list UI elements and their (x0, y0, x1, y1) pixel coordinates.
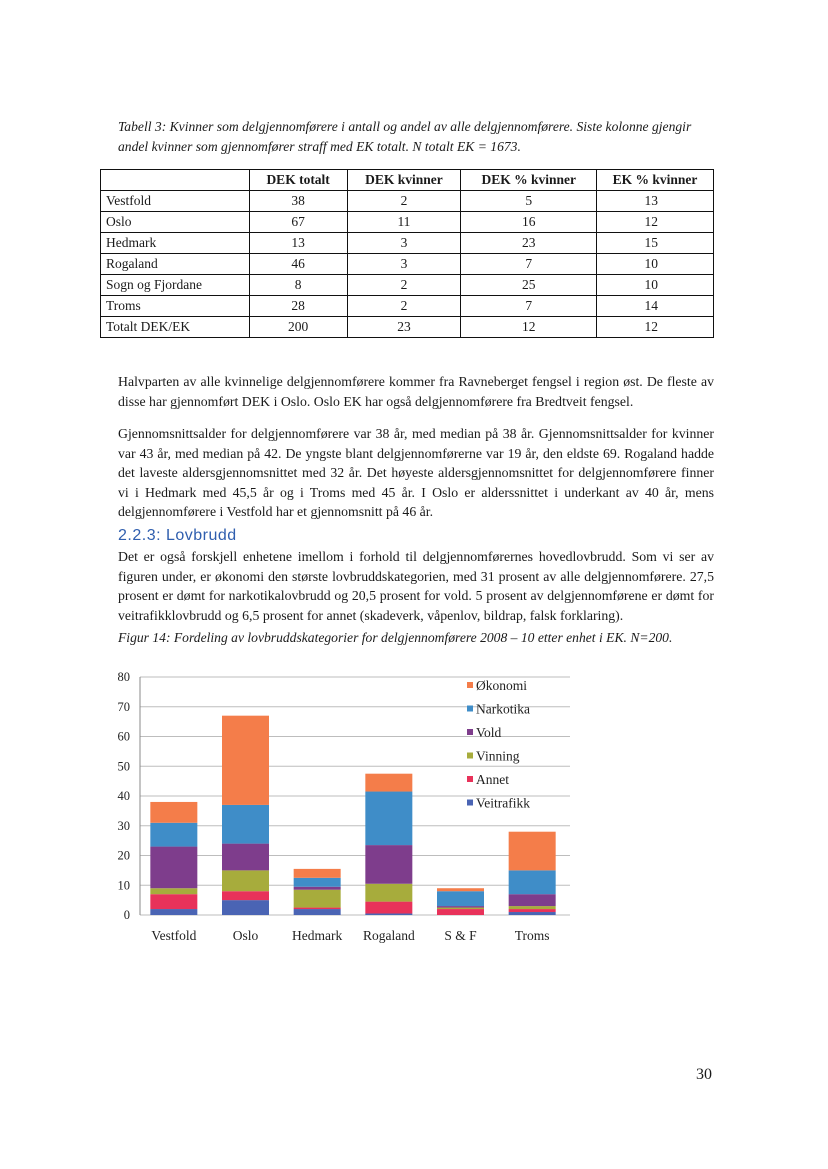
table-total-row (101, 317, 714, 338)
bar-segment (150, 823, 197, 847)
bar-segment (222, 891, 269, 900)
table-header-cell (101, 170, 250, 191)
stacked-bar-chart (100, 660, 580, 950)
table-cell: 200 (249, 317, 347, 338)
table-header-cell: EK % kvinner (597, 170, 714, 191)
table-header-cell: DEK kvinner (347, 170, 461, 191)
bar-segment (222, 716, 269, 805)
bar-segment (365, 792, 412, 846)
bar-segment (150, 847, 197, 889)
table-cell: 10 (597, 254, 714, 275)
table-header-cell: DEK % kvinner (461, 170, 597, 191)
bar-segment (365, 902, 412, 914)
bar-segment (437, 891, 484, 906)
table-cell: 10 (597, 275, 714, 296)
figure-caption: Figur 14: Fordeling av lovbruddskategorier for delgjennomførere 2008 – 10 etter enhet i EK. N=200. (118, 630, 673, 645)
bar-segment (222, 844, 269, 871)
x-tick-label: Rogaland (362, 928, 415, 943)
table-cell: 3 (347, 254, 461, 275)
table-cell: 12 (597, 317, 714, 338)
bar-segment (150, 802, 197, 823)
bar-segment (509, 894, 556, 906)
table-row (101, 296, 714, 317)
legend-swatch (467, 682, 473, 688)
page-number: 30 (696, 1066, 712, 1083)
legend-label: Veitrafikk (476, 795, 530, 811)
table-cell: 12 (461, 317, 597, 338)
table-cell: 8 (249, 275, 347, 296)
bar-segment (509, 870, 556, 894)
table-cell: 3 (347, 233, 461, 254)
table-cell: 13 (249, 233, 347, 254)
table-cell: Hedmark (101, 233, 250, 254)
table-cell: Totalt DEK/EK (101, 317, 250, 338)
table-cell: 2 (347, 296, 461, 317)
bar-segment (222, 805, 269, 844)
bar-segment (437, 909, 484, 915)
table-cell: 67 (249, 212, 347, 233)
y-tick-label: 50 (117, 759, 130, 774)
bar-segment (509, 912, 556, 915)
y-tick-label: 70 (117, 699, 130, 714)
table-cell: 23 (347, 317, 461, 338)
x-tick-label: Hedmark (292, 928, 343, 943)
bar-segment (509, 832, 556, 871)
table-cell: Troms (101, 296, 250, 317)
legend-label: Vold (476, 725, 502, 740)
y-tick-label: 30 (117, 818, 130, 833)
bar-segment (437, 906, 484, 907)
bar-segment (222, 900, 269, 915)
y-tick-label: 80 (117, 670, 130, 684)
bar-segment (437, 888, 484, 891)
bar-segment (294, 890, 341, 908)
legend-swatch (467, 800, 473, 806)
table-cell: 2 (347, 275, 461, 296)
legend-label: Vinning (476, 748, 520, 764)
paragraph-age: Gjennomsnittsalder for delgjennomførere var 38 år, med median på 38 år. Gjennomsnittsalder for kvinner var 43 år, med median på 42. De yngste blant delgjennomførerne var 19 år, den eldste 69. Rogaland hadde det laveste aldersgjennomsnittet med 32 år. Det høyeste aldersgjennomsnittet for delgjennomførere finner vi i Hedmark med 45,5 år og i Troms med 45 år. I Oslo er alderssnittet i underkant av 40 år, mens delgjennomførere i Vestfold har et gjennomsnitt på 46 år. (118, 426, 714, 519)
bar-segment (150, 894, 197, 909)
x-tick-label: Vestfold (151, 928, 197, 943)
table-cell: 12 (597, 212, 714, 233)
y-tick-label: 40 (117, 789, 130, 803)
paragraph-offences: Det er også forskjell enhetene imellom i forhold til delgjennomførernes hovedlovbrudd. Som vi ser av figuren under, er økonomi den største lovbruddskategorien, med 31 prosent av alle delgjennomførere. 27,5 prosent er dømt for narkotikalovbrudd og 20,5 prosent for vold. 5 prosent av delgjennomførene er dømt for veitrafikklovbrudd og 6,5 prosent for annet (skadeverk, våpenlov, bildrap, falsk forklaring). (118, 549, 714, 623)
table-cell: 2 (347, 191, 461, 212)
legend-swatch (467, 706, 473, 712)
bar-segment (365, 884, 412, 902)
table-row (101, 275, 714, 296)
bar-segment (294, 887, 341, 890)
bar-segment (294, 878, 341, 887)
bar-segment (294, 869, 341, 878)
table-cell: 23 (461, 233, 597, 254)
table-cell: Oslo (101, 212, 250, 233)
bar-segment (365, 774, 412, 792)
bar-segment (365, 914, 412, 915)
table-header-cell: DEK totalt (249, 170, 347, 191)
table-cell: 25 (461, 275, 597, 296)
table-cell: 15 (597, 233, 714, 254)
table-caption: Tabell 3: Kvinner som delgjennomførere i antall og andel av alle delgjennomførere. Siste kolonne gjengir andel kvinner som gjennomfører straff med EK totalt. N totalt EK = 1673. (118, 119, 692, 154)
bar-segment (509, 909, 556, 912)
y-tick-label: 10 (117, 878, 130, 893)
y-tick-label: 0 (123, 908, 130, 922)
table-cell: 16 (461, 212, 597, 233)
table-cell: 28 (249, 296, 347, 317)
table-header-row (101, 170, 714, 191)
table-cell: 5 (461, 191, 597, 212)
table-cell: 11 (347, 212, 461, 233)
y-tick-label: 20 (117, 848, 130, 863)
legend-label: Annet (476, 772, 509, 787)
legend-label: Narkotika (476, 701, 530, 717)
legend-label: Økonomi (476, 678, 528, 693)
bar-segment (150, 888, 197, 894)
table-row (101, 212, 714, 233)
bar-segment (509, 906, 556, 909)
x-tick-label: S & F (444, 928, 477, 943)
table-cell: 7 (461, 296, 597, 317)
table-cell: 46 (249, 254, 347, 275)
table-cell: 38 (249, 191, 347, 212)
bar-segment (222, 870, 269, 891)
table-row (101, 191, 714, 212)
women-table (100, 169, 714, 338)
x-tick-label: Oslo (232, 928, 259, 943)
bar-segment (437, 908, 484, 909)
section-heading: 2.2.3: Lovbrudd (118, 527, 237, 544)
bar-segment (150, 909, 197, 915)
table-cell: Vestfold (101, 191, 250, 212)
legend-swatch (467, 776, 473, 782)
paragraph-origin: Halvparten av alle kvinnelige delgjennomførere kommer fra Ravneberget fengsel i region øst. De fleste av disse har gjennomført DEK i Oslo. Oslo EK har også delgjennomførere fra Bredtveit fengsel. (118, 374, 714, 409)
table-row (101, 233, 714, 254)
bar-segment (365, 845, 412, 884)
table-cell: 13 (597, 191, 714, 212)
table-cell: Rogaland (101, 254, 250, 275)
legend-swatch (467, 729, 473, 735)
table-cell: 7 (461, 254, 597, 275)
table-cell: Sogn og Fjordane (101, 275, 250, 296)
table-row (101, 254, 714, 275)
bar-segment (294, 908, 341, 909)
x-tick-label: Troms (514, 928, 550, 943)
y-tick-label: 60 (117, 729, 130, 744)
bar-segment (294, 909, 341, 915)
legend-swatch (467, 753, 473, 759)
table-cell: 14 (597, 296, 714, 317)
